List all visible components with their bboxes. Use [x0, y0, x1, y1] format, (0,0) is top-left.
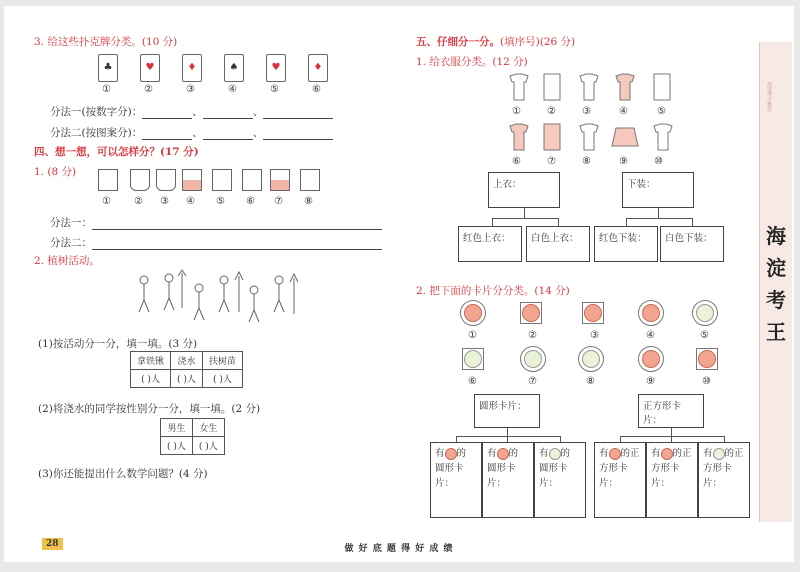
table-head: 扶树苗	[202, 352, 242, 370]
cup-num: ③	[160, 196, 169, 207]
card-method-1: 分法一(按数字分)： 、 、	[50, 104, 333, 119]
clothes-num: ⑩	[654, 156, 663, 167]
bottoms-box[interactable]: 下装：	[622, 172, 694, 208]
cup-4	[182, 169, 202, 191]
sub-box[interactable]: 有 的 圆形卡片：	[482, 442, 534, 518]
cup-num: ②	[134, 196, 143, 207]
sub-box[interactable]: 有 的正 方形卡片：	[698, 442, 750, 518]
card-3: ♦	[182, 54, 202, 82]
page-number: 28	[42, 538, 63, 550]
card-2: ♥	[140, 54, 160, 82]
card-num: ⑤	[270, 84, 279, 95]
q2-part2: (2)将浇水的同学按性别分一分，填一填。(2 分)	[38, 403, 261, 415]
cup-num: ⑦	[274, 196, 283, 207]
workbook-page	[4, 6, 794, 562]
pear-icon	[696, 304, 714, 322]
clothes-num: ③	[582, 106, 591, 117]
brand-char: 淀	[766, 256, 786, 280]
table-head: 浇水	[171, 352, 203, 370]
card-5: ♥	[266, 54, 286, 82]
card-num: ④	[228, 84, 237, 95]
brand-char: 考	[766, 288, 786, 312]
table-head: 拿铁锹	[131, 352, 171, 370]
clothes-num: ①	[512, 106, 521, 117]
q2-part1: (1)按活动分一分，填一填。(3 分)	[38, 338, 198, 350]
card-6: ♦	[308, 54, 328, 82]
table-head: 女生	[192, 419, 224, 437]
pear-icon	[524, 350, 542, 368]
sub-box[interactable]: 有 的 圆形卡片：	[534, 442, 586, 518]
card-1: ♣	[98, 54, 118, 82]
card-4: ♠	[224, 54, 244, 82]
answer-cell[interactable]: ( )人	[161, 437, 193, 455]
fruit-icon	[642, 304, 660, 322]
q3-title: 3. 给这些扑克牌分类。(10 分)	[34, 36, 178, 48]
round-cards-box[interactable]: 圆形卡片：	[474, 394, 540, 428]
card-num: ④	[646, 330, 655, 341]
answer-cell[interactable]: ( )人	[171, 370, 203, 388]
footer-slogan: 做 好 底 题 得 好 成 绩	[344, 544, 454, 554]
clothes-num: ⑧	[582, 156, 591, 167]
clothes-num: ④	[619, 106, 628, 117]
cup-num: ⑧	[304, 196, 313, 207]
tree-planting-illustration	[134, 268, 304, 328]
cup-5	[212, 169, 232, 191]
card-num: ①	[102, 84, 111, 95]
activity-table	[130, 351, 243, 388]
pear-icon	[582, 350, 600, 368]
card-num: ⑨	[646, 376, 655, 387]
card-num: ⑥	[312, 84, 321, 95]
cup-7	[270, 169, 290, 191]
card-num: ⑥	[468, 376, 477, 387]
cup-8	[300, 169, 320, 191]
clothes-num: ②	[547, 106, 556, 117]
spine-label: 海淀考王数学	[766, 82, 772, 112]
sub-box[interactable]: 有 的正 方形卡片：	[594, 442, 646, 518]
cup-method-2: 分法二：	[50, 235, 382, 250]
cards-question: 2. 把下面的卡片分分类。(14 分)	[416, 285, 570, 297]
card-num: ②	[144, 84, 153, 95]
card-num: ②	[528, 330, 537, 341]
red-tops-box[interactable]: 红色上衣：	[458, 226, 522, 262]
tops-box[interactable]: 上衣：	[488, 172, 560, 208]
answer-cell[interactable]: ( )人	[192, 437, 224, 455]
card-num: ⑧	[586, 376, 595, 387]
card-num: ⑩	[702, 376, 711, 387]
cup-method-1: 分法一：	[50, 215, 382, 230]
answer-cell[interactable]: ( )人	[131, 370, 171, 388]
cup-num: ④	[186, 196, 195, 207]
fruit-icon	[698, 350, 716, 368]
brand-char: 海	[766, 224, 786, 248]
fruit-icon	[642, 350, 660, 368]
clothes-question: 1. 给衣服分类。(12 分)	[416, 56, 528, 68]
cup-1	[98, 169, 118, 191]
section-5-title: 五、仔细分一分。(填序号)(26 分)	[416, 36, 576, 48]
fruit-icon	[522, 304, 540, 322]
fruit-icon	[464, 304, 482, 322]
sub-box[interactable]: 有 的 圆形卡片：	[430, 442, 482, 518]
section-4-title: 四、想一想，可以怎样分？(17 分)	[34, 146, 199, 158]
pear-icon	[464, 350, 482, 368]
q2-part3: (3)你还能提出什么数学问题？(4 分)	[38, 468, 208, 480]
clothes-num: ⑥	[512, 156, 521, 167]
clothes-num: ⑦	[547, 156, 556, 167]
white-bottoms-box[interactable]: 白色下装：	[660, 226, 724, 262]
cup-3	[156, 169, 176, 191]
card-num: ⑦	[528, 376, 537, 387]
white-tops-box[interactable]: 白色上衣：	[526, 226, 590, 262]
table-head: 男生	[161, 419, 193, 437]
square-cards-box[interactable]: 正方形卡片：	[638, 394, 704, 428]
clothes-row-2-icon	[504, 122, 694, 154]
red-bottoms-box[interactable]: 红色下装：	[594, 226, 658, 262]
sec4-q1: 1. (8 分)	[34, 166, 77, 178]
q2-title: 2. 植树活动。	[34, 255, 100, 267]
card-method-2: 分法二(按图案分)： 、 、	[50, 125, 333, 140]
cup-6	[242, 169, 262, 191]
clothes-row-1-icon	[504, 72, 694, 104]
cup-num: ①	[102, 196, 111, 207]
answer-cell[interactable]: ( )人	[202, 370, 242, 388]
clothes-num: ⑤	[657, 106, 666, 117]
cup-num: ⑤	[216, 196, 225, 207]
card-num: ⑤	[700, 330, 709, 341]
brand-char: 王	[766, 320, 786, 344]
gender-table	[160, 418, 225, 455]
clothes-num: ⑨	[619, 156, 628, 167]
fruit-icon	[584, 304, 602, 322]
side-spine	[759, 42, 792, 522]
card-num: ③	[186, 84, 195, 95]
sub-box[interactable]: 有 的正 方形卡片：	[646, 442, 698, 518]
card-num: ①	[468, 330, 477, 341]
cup-num: ⑥	[246, 196, 255, 207]
cup-2	[130, 169, 150, 191]
card-num: ③	[590, 330, 599, 341]
